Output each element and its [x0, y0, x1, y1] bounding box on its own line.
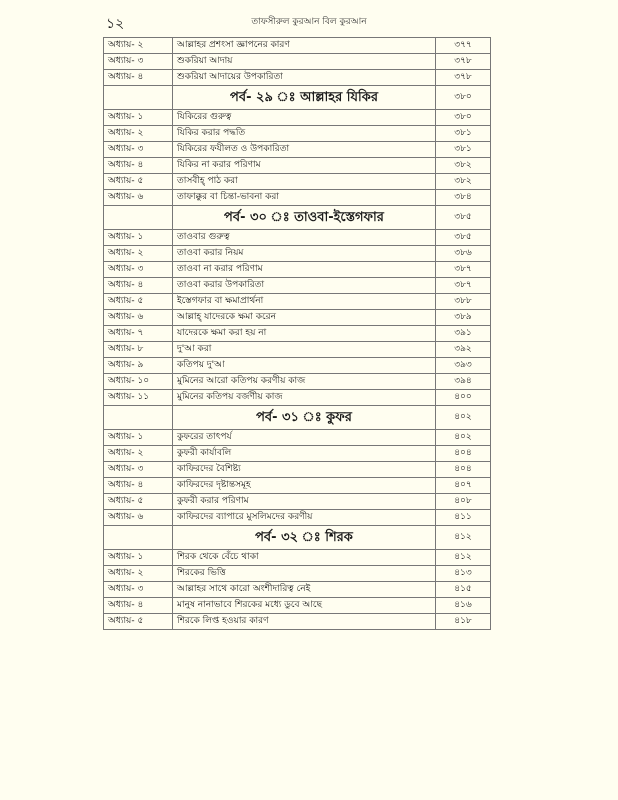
chapter-label: অধ্যায়- ৫	[104, 294, 173, 310]
part-header-row	[104, 406, 491, 430]
chapter-label: অধ্যায়- ১	[104, 430, 173, 446]
page-number: ১২	[106, 16, 125, 32]
chapter-title: শুকরিয়া আদায়	[173, 54, 436, 70]
chapter-title: ইস্তেগফার বা ক্ষমাপ্রার্থনা	[173, 294, 436, 310]
chapter-title: যিকিরের ফযীলত ও উপকারিতা	[173, 142, 436, 158]
page-ref: ৪১৩	[436, 566, 491, 582]
chapter-label: অধ্যায়- ৮	[104, 342, 173, 358]
chapter-title: আল্লাহ্ যাদেরকে ক্ষমা করেন	[173, 310, 436, 326]
chapter-label: অধ্যায়- ২	[104, 446, 173, 462]
page-ref: ৩৮৫	[436, 230, 491, 246]
chapter-row	[104, 390, 491, 406]
chapter-title: কাফিরদের বৈশিষ্ট্য	[173, 462, 436, 478]
chapter-row	[104, 174, 491, 190]
page-ref: ৩৮৭	[436, 278, 491, 294]
chapter-row	[104, 326, 491, 342]
chapter-row	[104, 614, 491, 630]
chapter-row	[104, 510, 491, 526]
chapter-label: অধ্যায়- ৪	[104, 478, 173, 494]
page-ref: ৪০৭	[436, 478, 491, 494]
page-ref: ৩৮৯	[436, 310, 491, 326]
chapter-label: অধ্যায়- ৯	[104, 358, 173, 374]
page-ref: ৩৮১	[436, 142, 491, 158]
page-ref: ৩৮২	[436, 174, 491, 190]
chapter-title: শিরক থেকে বেঁচে থাকা	[173, 550, 436, 566]
page-ref: ৩৯৪	[436, 374, 491, 390]
page-ref: ৪১৮	[436, 614, 491, 630]
chapter-row	[104, 262, 491, 278]
part-header-row	[104, 206, 491, 230]
page-ref: ৪১১	[436, 510, 491, 526]
page-ref: ৩৮১	[436, 126, 491, 142]
chapter-title: আল্লাহর সাথে কারো অংশীদারিত্ব নেই	[173, 582, 436, 598]
chapter-label: অধ্যায়- ২	[104, 566, 173, 582]
chapter-label: অধ্যায়- ৪	[104, 598, 173, 614]
chapter-row	[104, 430, 491, 446]
page-ref: ৪১২	[436, 550, 491, 566]
chapter-label: অধ্যায়- ৫	[104, 174, 173, 190]
chapter-row	[104, 478, 491, 494]
chapter-title: মুমিনের আরো কতিপয় করণীয় কাজ	[173, 374, 436, 390]
page-ref: ৪০৪	[436, 462, 491, 478]
page-ref: ৩৮০	[436, 110, 491, 126]
page-ref: ৩৯২	[436, 342, 491, 358]
chapter-title: শিরকে লিপ্ত হওয়ার কারণ	[173, 614, 436, 630]
part-header-row	[104, 526, 491, 550]
chapter-title: দু'আ করা	[173, 342, 436, 358]
page-ref: ৪০০	[436, 390, 491, 406]
chapter-row	[104, 110, 491, 126]
chapter-label: অধ্যায়- ৫	[104, 494, 173, 510]
chapter-title: কতিপয় দু'আ	[173, 358, 436, 374]
chapter-label: অধ্যায়- ১১	[104, 390, 173, 406]
chapter-row	[104, 358, 491, 374]
chapter-row	[104, 582, 491, 598]
chapter-title: মুমিনের কতিপয় বর্জণীয় কাজ	[173, 390, 436, 406]
chapter-title: তাওবা না করার পরিণাম	[173, 262, 436, 278]
chapter-title: কাফিরদের ব্যাপারে মুসলিমদের করণীয়	[173, 510, 436, 526]
chapter-label	[104, 526, 173, 550]
part-title: পর্ব- ৩০ ঃ তাওবা-ইস্তেগফার	[173, 206, 436, 230]
chapter-label: অধ্যায়- ২	[104, 246, 173, 262]
chapter-row	[104, 446, 491, 462]
table-of-contents	[103, 37, 491, 630]
chapter-row	[104, 38, 491, 54]
chapter-row	[104, 70, 491, 86]
chapter-label: অধ্যায়- ৫	[104, 614, 173, 630]
chapter-label: অধ্যায়- ২	[104, 126, 173, 142]
part-title: পর্ব- ৩২ ঃ শিরক	[173, 526, 436, 550]
chapter-title: যিকির না করার পরিণাম	[173, 158, 436, 174]
chapter-row	[104, 54, 491, 70]
chapter-label: অধ্যায়- ৭	[104, 326, 173, 342]
chapter-title: তাওবার গুরুত্ব	[173, 230, 436, 246]
chapter-title: তাসবীহ্ পাঠ করা	[173, 174, 436, 190]
page-ref: ৪১৫	[436, 582, 491, 598]
chapter-label: অধ্যায়- ১০	[104, 374, 173, 390]
page-ref: ৩৯৩	[436, 358, 491, 374]
chapter-title: কুফরী কার্যাবলি	[173, 446, 436, 462]
chapter-label: অধ্যায়- ৬	[104, 310, 173, 326]
chapter-title: আল্লাহর প্রশংসা জ্ঞাপনের কারণ	[173, 38, 436, 54]
chapter-label: অধ্যায়- ৪	[104, 158, 173, 174]
chapter-label: অধ্যায়- ১	[104, 110, 173, 126]
page-ref: ৩৮৮	[436, 294, 491, 310]
chapter-label: অধ্যায়- ৩	[104, 262, 173, 278]
page-ref: ৩৮৭	[436, 262, 491, 278]
page-ref: ৪১৬	[436, 598, 491, 614]
chapter-row	[104, 230, 491, 246]
chapter-row	[104, 126, 491, 142]
chapter-title: কুফরের তাৎপর্য	[173, 430, 436, 446]
chapter-label: অধ্যায়- ৬	[104, 510, 173, 526]
chapter-label: অধ্যায়- ৩	[104, 54, 173, 70]
page-ref: ৪০২	[436, 430, 491, 446]
chapter-row	[104, 462, 491, 478]
chapter-row	[104, 190, 491, 206]
page-ref: ৩৭৭	[436, 38, 491, 54]
chapter-row	[104, 494, 491, 510]
chapter-row	[104, 598, 491, 614]
page-ref: ৩৮০	[436, 86, 491, 110]
page-ref: ৪০২	[436, 406, 491, 430]
chapter-title: তাওবা করার নিয়ম	[173, 246, 436, 262]
chapter-row	[104, 550, 491, 566]
chapter-label: অধ্যায়- ৬	[104, 190, 173, 206]
page-ref: ৩৮২	[436, 158, 491, 174]
chapter-title: কাফিরদের দৃষ্টান্তসমূহ	[173, 478, 436, 494]
chapter-title: যাদেরকে ক্ষমা করা হয় না	[173, 326, 436, 342]
chapter-label: অধ্যায়- ৩	[104, 462, 173, 478]
page-ref: ৩৮৬	[436, 246, 491, 262]
chapter-label: অধ্যায়- ২	[104, 38, 173, 54]
chapter-label: অধ্যায়- ৪	[104, 278, 173, 294]
page-ref: ৪০৮	[436, 494, 491, 510]
chapter-label	[104, 86, 173, 110]
chapter-label: অধ্যায়- ৩	[104, 142, 173, 158]
chapter-row	[104, 142, 491, 158]
part-header-row	[104, 86, 491, 110]
page-ref: ৩৭৮	[436, 70, 491, 86]
chapter-title: যিকিরের গুরুত্ব	[173, 110, 436, 126]
chapter-title: কুফরী করার পরিণাম	[173, 494, 436, 510]
chapter-label: অধ্যায়- ১	[104, 230, 173, 246]
running-title: তাফসীরুল কুরআন বিল কুরআন	[251, 17, 367, 27]
chapter-row	[104, 374, 491, 390]
chapter-row	[104, 294, 491, 310]
chapter-title: তাওবা করার উপকারিতা	[173, 278, 436, 294]
chapter-title: মানুষ নানাভাবে শিরকের মধ্যে ডুবে আছে	[173, 598, 436, 614]
page-ref: ৩৮৫	[436, 206, 491, 230]
page-ref: ৩৮৪	[436, 190, 491, 206]
chapter-title: শুকরিয়া আদায়ের উপকারিতা	[173, 70, 436, 86]
page-ref: ৪০৪	[436, 446, 491, 462]
page-ref: ৪১২	[436, 526, 491, 550]
part-title: পর্ব- ২৯ ঃ আল্লাহর যিকির	[173, 86, 436, 110]
part-title: পর্ব- ৩১ ঃ কুফর	[173, 406, 436, 430]
chapter-row	[104, 566, 491, 582]
chapter-row	[104, 158, 491, 174]
chapter-row	[104, 310, 491, 326]
chapter-label	[104, 206, 173, 230]
chapter-row	[104, 278, 491, 294]
chapter-title: শিরকের ভিত্তি	[173, 566, 436, 582]
chapter-label: অধ্যায়- ১	[104, 550, 173, 566]
chapter-title: যিকির করার পদ্ধতি	[173, 126, 436, 142]
chapter-row	[104, 246, 491, 262]
chapter-row	[104, 342, 491, 358]
page-ref: ৩৭৮	[436, 54, 491, 70]
chapter-title: তাফাক্কুর বা চিন্তা-ভাবনা করা	[173, 190, 436, 206]
chapter-label	[104, 406, 173, 430]
chapter-label: অধ্যায়- ৩	[104, 582, 173, 598]
page-ref: ৩৯১	[436, 326, 491, 342]
chapter-label: অধ্যায়- ৪	[104, 70, 173, 86]
